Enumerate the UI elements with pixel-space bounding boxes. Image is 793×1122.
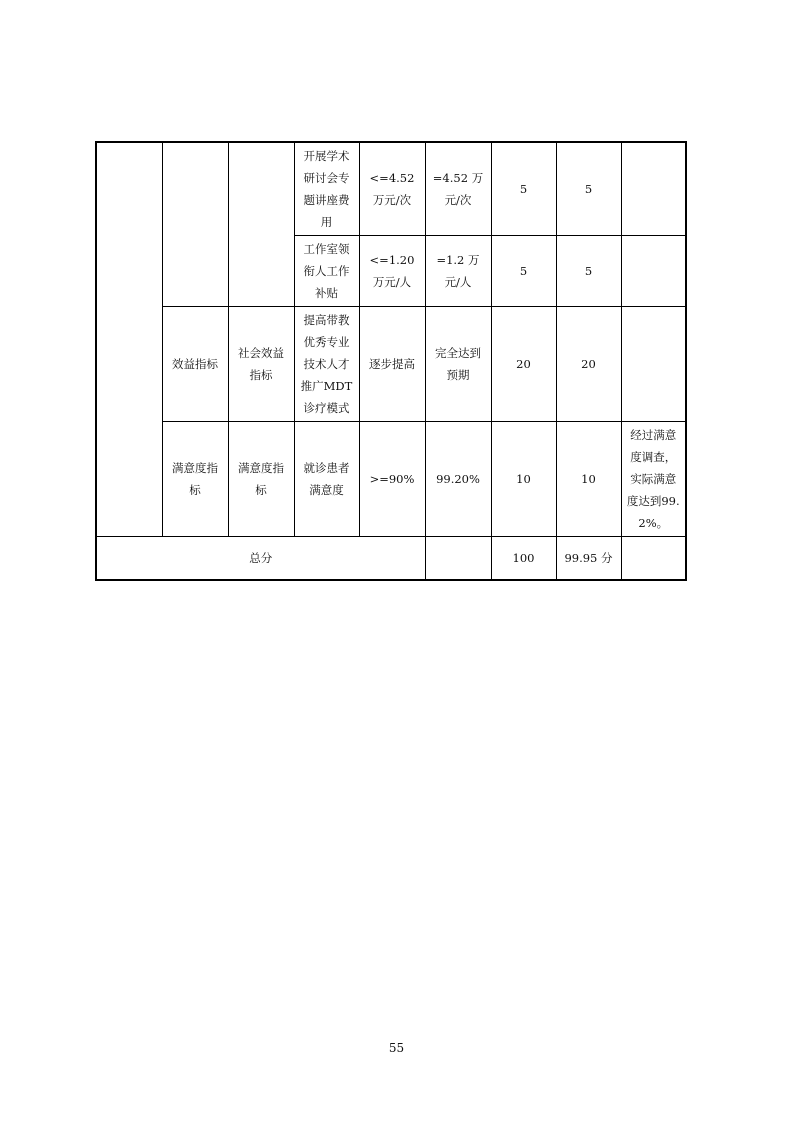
score-cell: 20 [556, 307, 621, 422]
total-row [96, 537, 686, 580]
total-score-cell: 99.95 分 [556, 537, 621, 580]
actual-cell: =1.2 万元/人 [425, 236, 491, 307]
actual-cell: 99.20% [425, 422, 491, 537]
level2-cell-empty [228, 142, 294, 307]
total-weight-cell: 100 [491, 537, 556, 580]
category-cell-empty [96, 142, 162, 537]
level2-cell: 满意度指标 [228, 422, 294, 537]
level1-cell: 满意度指标 [162, 422, 228, 537]
level2-cell: 社会效益指标 [228, 307, 294, 422]
total-blank-cell [425, 537, 491, 580]
table-row [96, 307, 686, 422]
score-cell: 5 [556, 236, 621, 307]
note-cell: 经过满意度调查，实际满意度达到99.2%。 [621, 422, 686, 537]
level1-cell-empty [162, 142, 228, 307]
table-row [96, 142, 686, 236]
indicator-cell: 工作室领衔人工作补贴 [294, 236, 359, 307]
note-cell [621, 307, 686, 422]
note-cell [621, 236, 686, 307]
note-cell [621, 142, 686, 236]
weight-cell: 5 [491, 142, 556, 236]
weight-cell: 10 [491, 422, 556, 537]
weight-cell: 20 [491, 307, 556, 422]
indicator-cell: 提高带教优秀专业技术人才推广MDT诊疗模式 [294, 307, 359, 422]
table-row [96, 422, 686, 537]
target-cell: 逐步提高 [359, 307, 425, 422]
indicator-cell: 开展学术研讨会专题讲座费用 [294, 142, 359, 236]
indicator-cell: 就诊患者满意度 [294, 422, 359, 537]
total-note-cell [621, 537, 686, 580]
score-cell: 5 [556, 142, 621, 236]
target-cell: <=4.52 万元/次 [359, 142, 425, 236]
total-label: 总分 [96, 537, 425, 580]
actual-cell: =4.52 万元/次 [425, 142, 491, 236]
weight-cell: 5 [491, 236, 556, 307]
target-cell: >=90% [359, 422, 425, 537]
target-cell: <=1.20 万元/人 [359, 236, 425, 307]
performance-table [95, 141, 687, 581]
score-cell: 10 [556, 422, 621, 537]
actual-cell: 完全达到预期 [425, 307, 491, 422]
page-number: 55 [388, 1041, 405, 1055]
level1-cell: 效益指标 [162, 307, 228, 422]
